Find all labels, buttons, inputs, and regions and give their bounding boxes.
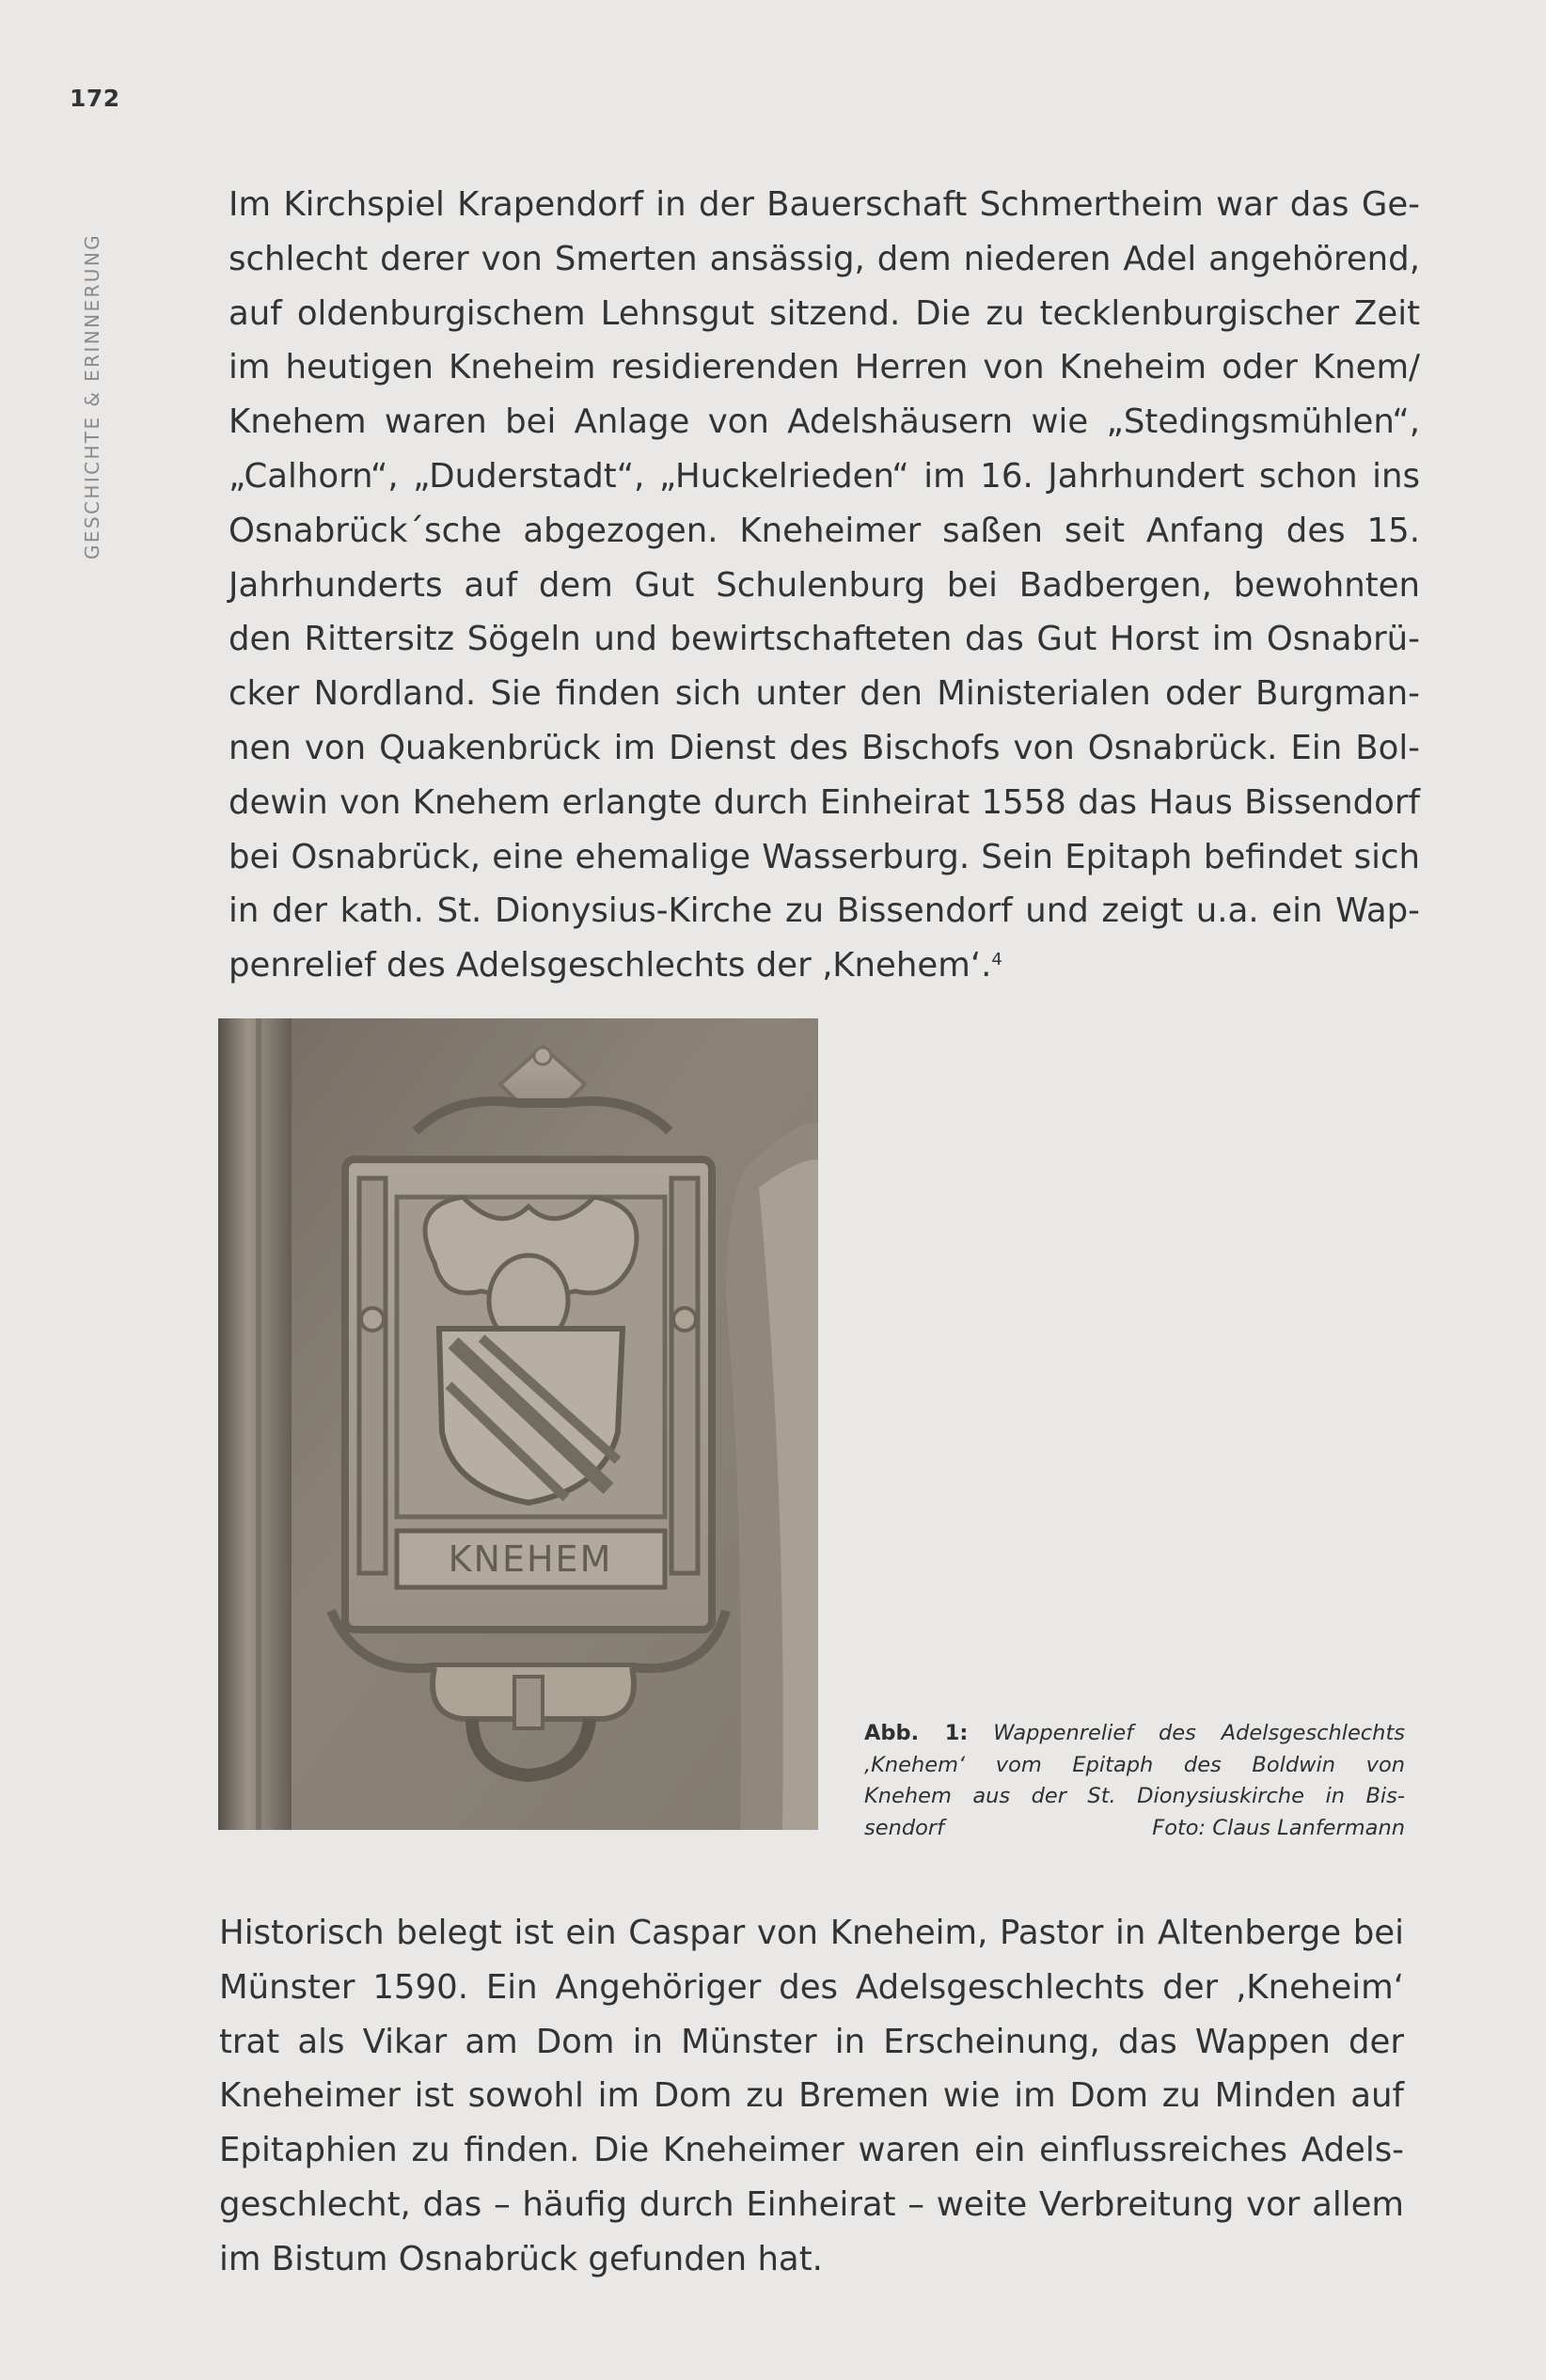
caption-line: Knehem aus der St. Dionysiuskirche in Bis- (864, 1784, 1405, 1808)
text-line: Epitaphien zu finden. Die Kneheimer waren ein einflussreiches Adels- (219, 2131, 1404, 2170)
text-line-last: im Bistum Osnabrück gefunden hat. (219, 2239, 823, 2278)
text-line: auf oldenburgischem Lehnsgut sitzend. Die zu tecklenburgischer Zeit (229, 293, 1420, 333)
text-line-last (229, 938, 1420, 993)
text-line: cker Nordland. Sie finden sich unter den Ministerialen oder Burgman- (229, 674, 1420, 714)
text-line: Jahrhunderts auf dem Gut Schulenburg bei Badbergen, bewohnten (229, 565, 1420, 605)
caption-line (864, 1718, 1405, 1750)
caption-text: sendorf (864, 1815, 945, 1840)
text-line: den Rittersitz Sögeln und bewirtschafteten das Gut Horst im Osnabrü- (229, 620, 1420, 659)
text-line: trat als Vikar am Dom in Münster in Erscheinung, das Wappen der (219, 2022, 1404, 2061)
text-line: nen von Quakenbrück im Dienst des Bischofs von Osnabrück. Ein Bol- (229, 728, 1420, 767)
text-line: „Calhorn“, „Duderstadt“, „Huckelrieden“ im 16. Jahrhundert schon ins (229, 456, 1420, 496)
caption-label: Abb. 1: (864, 1721, 969, 1745)
coat-of-arms-relief-photo (218, 1018, 818, 1830)
text-line: Osnabrück´sche abgezogen. Kneheimer saßen seit Anfang des 15. (229, 511, 1420, 550)
body-paragraph-2 (219, 1906, 1404, 2287)
text-line: im heutigen Kneheim residierenden Herren von Kneheim oder Knem/ (229, 348, 1420, 387)
text-line: Historisch belegt ist ein Caspar von Kneheim, Pastor in Altenberge bei (219, 1914, 1404, 1952)
text-line: in der kath. St. Dionysius-Kirche zu Bissendorf und zeigt u.a. ein Wap- (229, 891, 1420, 931)
page-number: 172 (70, 85, 120, 112)
running-head: GESCHICHTE & ERINNERUNG (81, 232, 103, 560)
text-line: Im Kirchspiel Krapendorf in der Bauerschaft Schmertheim war das Ge- (229, 185, 1420, 224)
caption-text: Wappenrelief des Adelsgeschlechts (993, 1721, 1405, 1745)
body-paragraph-1 (229, 178, 1420, 993)
text-line-content: penrelief des Adelsgeschlechts der ‚Knehem‘. (229, 946, 992, 985)
text-line: geschlecht, das – häufig durch Einheirat – weite Verbreitung vor allem (219, 2184, 1404, 2224)
text-line: bei Osnabrück, eine ehemalige Wasserburg. Sein Epitaph befindet sich (229, 837, 1420, 876)
text-line: Kneheimer ist sowohl im Dom zu Bremen wie im Dom zu Minden auf (219, 2076, 1404, 2116)
relief-inscription: KNEHEM (448, 1538, 613, 1580)
text-line: Münster 1590. Ein Angehöriger des Adelsgeschlechts der ‚Kneheim‘ (219, 1967, 1404, 2007)
caption-line: ‚Knehem‘ vom Epitaph des Boldwin von (864, 1752, 1405, 1777)
photo-credit: Foto: Claus Lanfermann (1152, 1815, 1405, 1840)
text-line: Knehem waren bei Anlage von Adelshäusern wie „Stedingsmühlen“, (229, 402, 1420, 442)
text-line: dewin von Knehem erlangte durch Einheirat 1558 das Haus Bissendorf (229, 782, 1420, 822)
figure-caption (864, 1718, 1405, 1844)
text-line: schlecht derer von Smerten ansässig, dem niederen Adel angehörend, (229, 239, 1420, 278)
caption-line-last (864, 1813, 1405, 1845)
footnote-reference[interactable]: 4 (991, 950, 1002, 970)
